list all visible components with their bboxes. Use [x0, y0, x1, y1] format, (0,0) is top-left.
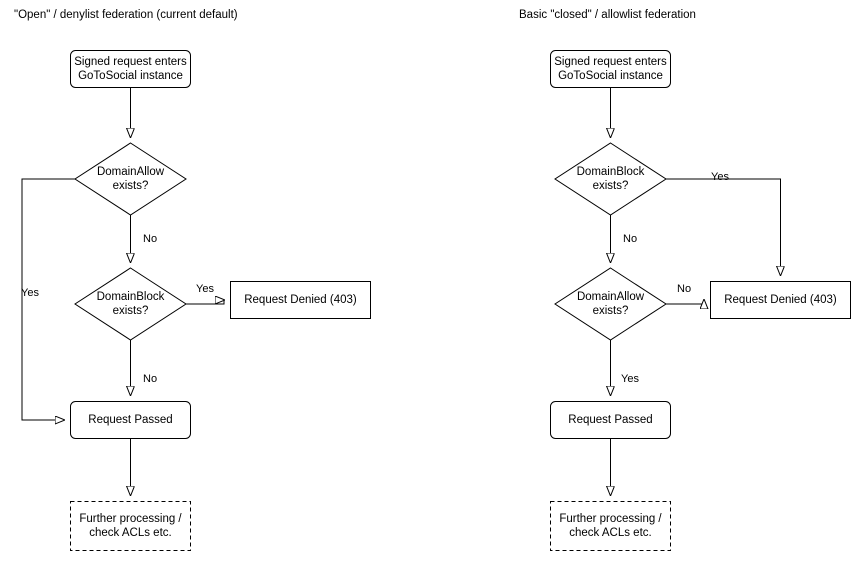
- panel-title-closed-allowlist: Basic "closed" / allowlist federation: [519, 9, 696, 21]
- node-right-domainallow: [555, 268, 666, 340]
- edge-label-left-allow-yes: Yes: [21, 287, 39, 299]
- edge-label-left-block-no: No: [143, 373, 158, 385]
- node-label-right-entry: Signed request enters GoToSocial instance: [554, 56, 667, 82]
- node-label-right-request-passed: Request Passed: [568, 414, 653, 426]
- panel-title-open-denylist: "Open" / denylist federation (current default): [14, 9, 238, 21]
- edge-right-block-yes-to-denied: [666, 179, 781, 275]
- edge-label-right-block-yes: Yes: [711, 171, 729, 183]
- edge-label-left-allow-no: No: [143, 233, 158, 245]
- node-left-entry: [71, 51, 191, 88]
- node-right-request-passed: [551, 402, 671, 439]
- node-label-left-request-denied: Request Denied (403): [244, 294, 357, 306]
- edge-label-right-block-no: No: [623, 233, 638, 245]
- node-right-entry: [551, 51, 671, 88]
- node-left-domainblock: [75, 268, 186, 340]
- node-label-right-further-processing: Further processing / check ACLs etc.: [559, 513, 662, 539]
- node-label-right-domainblock: DomainBlock exists?: [576, 166, 645, 192]
- node-left-request-passed: [71, 402, 191, 439]
- edge-left-block-yes-to-denied: [186, 300, 224, 304]
- edge-label-left-block-yes: Yes: [196, 283, 214, 295]
- node-left-further-processing: [71, 502, 191, 551]
- node-label-left-domainallow: DomainAllow exists?: [96, 166, 165, 192]
- node-right-domainblock: [555, 143, 666, 215]
- node-right-further-processing: [551, 502, 671, 551]
- node-label-left-entry: Signed request enters GoToSocial instance: [74, 56, 187, 82]
- node-right-request-denied: [711, 282, 851, 319]
- edge-label-right-allow-yes: Yes: [621, 373, 639, 385]
- node-label-right-domainallow: DomainAllow exists?: [576, 291, 645, 317]
- node-left-domainallow: [75, 143, 186, 215]
- node-label-left-domainblock: DomainBlock exists?: [96, 291, 165, 317]
- node-label-right-request-denied: Request Denied (403): [724, 294, 837, 306]
- edge-label-right-allow-no: No: [677, 283, 692, 295]
- node-label-left-request-passed: Request Passed: [88, 414, 173, 426]
- node-label-left-further-processing: Further processing / check ACLs etc.: [79, 513, 182, 539]
- edge-right-allow-no-to-denied: [666, 300, 704, 304]
- node-left-request-denied: [231, 282, 371, 319]
